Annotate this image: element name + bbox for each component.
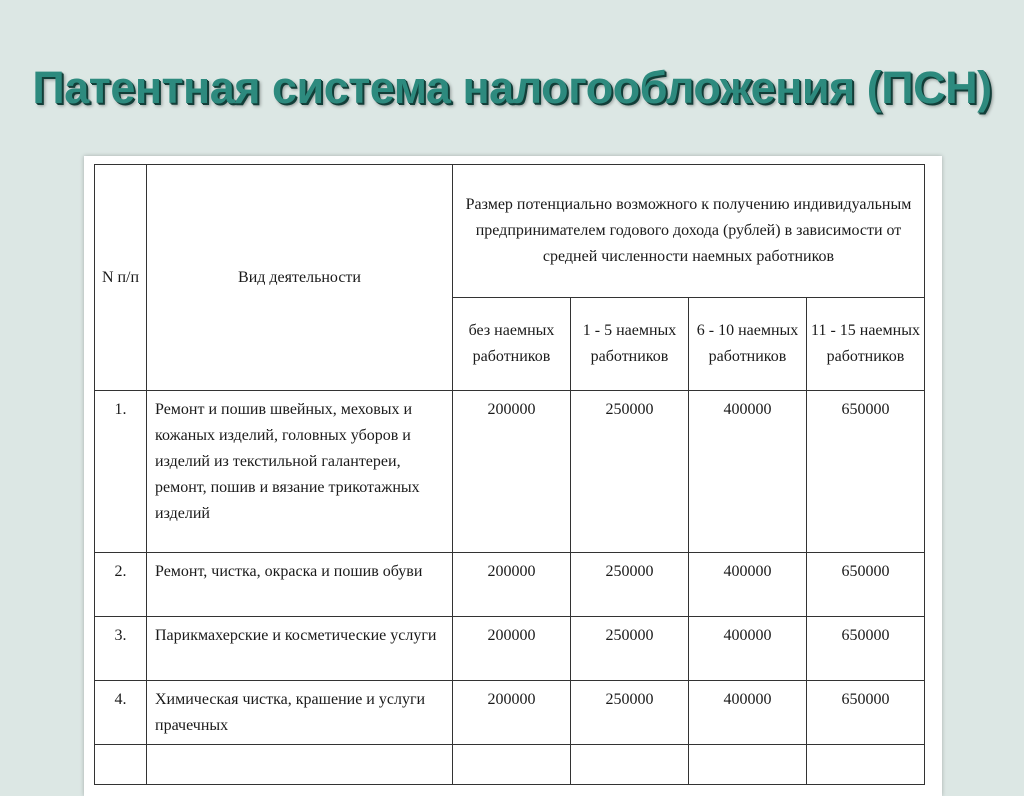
table-row [95,681,925,745]
header-income-size: Размер потенциально возможного к получению индивидуальным предпринимателем годового дохода (рублей) в зависимости от средней численности наемных работников [453,165,925,298]
row-value: 400000 [689,553,807,617]
tax-table [94,164,925,785]
document-sheet [84,156,942,796]
row-value: 200000 [453,553,571,617]
row-value: 200000 [453,391,571,553]
table-row [95,553,925,617]
row-number: 2. [95,553,147,617]
row-value: 650000 [807,681,925,745]
row-value: 400000 [689,391,807,553]
row-value: 250000 [571,553,689,617]
row-number: 1. [95,391,147,553]
row-value: 250000 [571,617,689,681]
table-row [95,391,925,553]
row-value: 650000 [807,617,925,681]
row-value: 400000 [689,681,807,745]
row-value: 200000 [453,681,571,745]
row-activity: Ремонт и пошив швейных, меховых и кожаных изделий, головных уборов и изделий из текстильной галантереи, ремонт, пошив и вязание трикотажных изделий [147,391,453,553]
row-value: 200000 [453,617,571,681]
row-value: 650000 [807,553,925,617]
header-category: 6 - 10 наемных работников [689,298,807,391]
slide-title: Патентная система налогообложения (ПСН) [32,62,992,113]
row-activity: Парикмахерские и косметические услуги [147,617,453,681]
row-activity: Ремонт, чистка, окраска и пошив обуви [147,553,453,617]
table-row-partial [95,745,925,785]
header-category: 11 - 15 наемных работников [807,298,925,391]
header-category: без наемных работников [453,298,571,391]
header-category: 1 - 5 наемных работников [571,298,689,391]
row-number: 4. [95,681,147,745]
header-row [95,165,925,298]
row-activity: Химическая чистка, крашение и услуги прачечных [147,681,453,745]
row-number: 3. [95,617,147,681]
row-value: 650000 [807,391,925,553]
row-value: 250000 [571,681,689,745]
header-activity: Вид деятельности [147,165,453,391]
row-value: 250000 [571,391,689,553]
row-value: 400000 [689,617,807,681]
table-row [95,617,925,681]
header-num: N п/п [95,165,147,391]
